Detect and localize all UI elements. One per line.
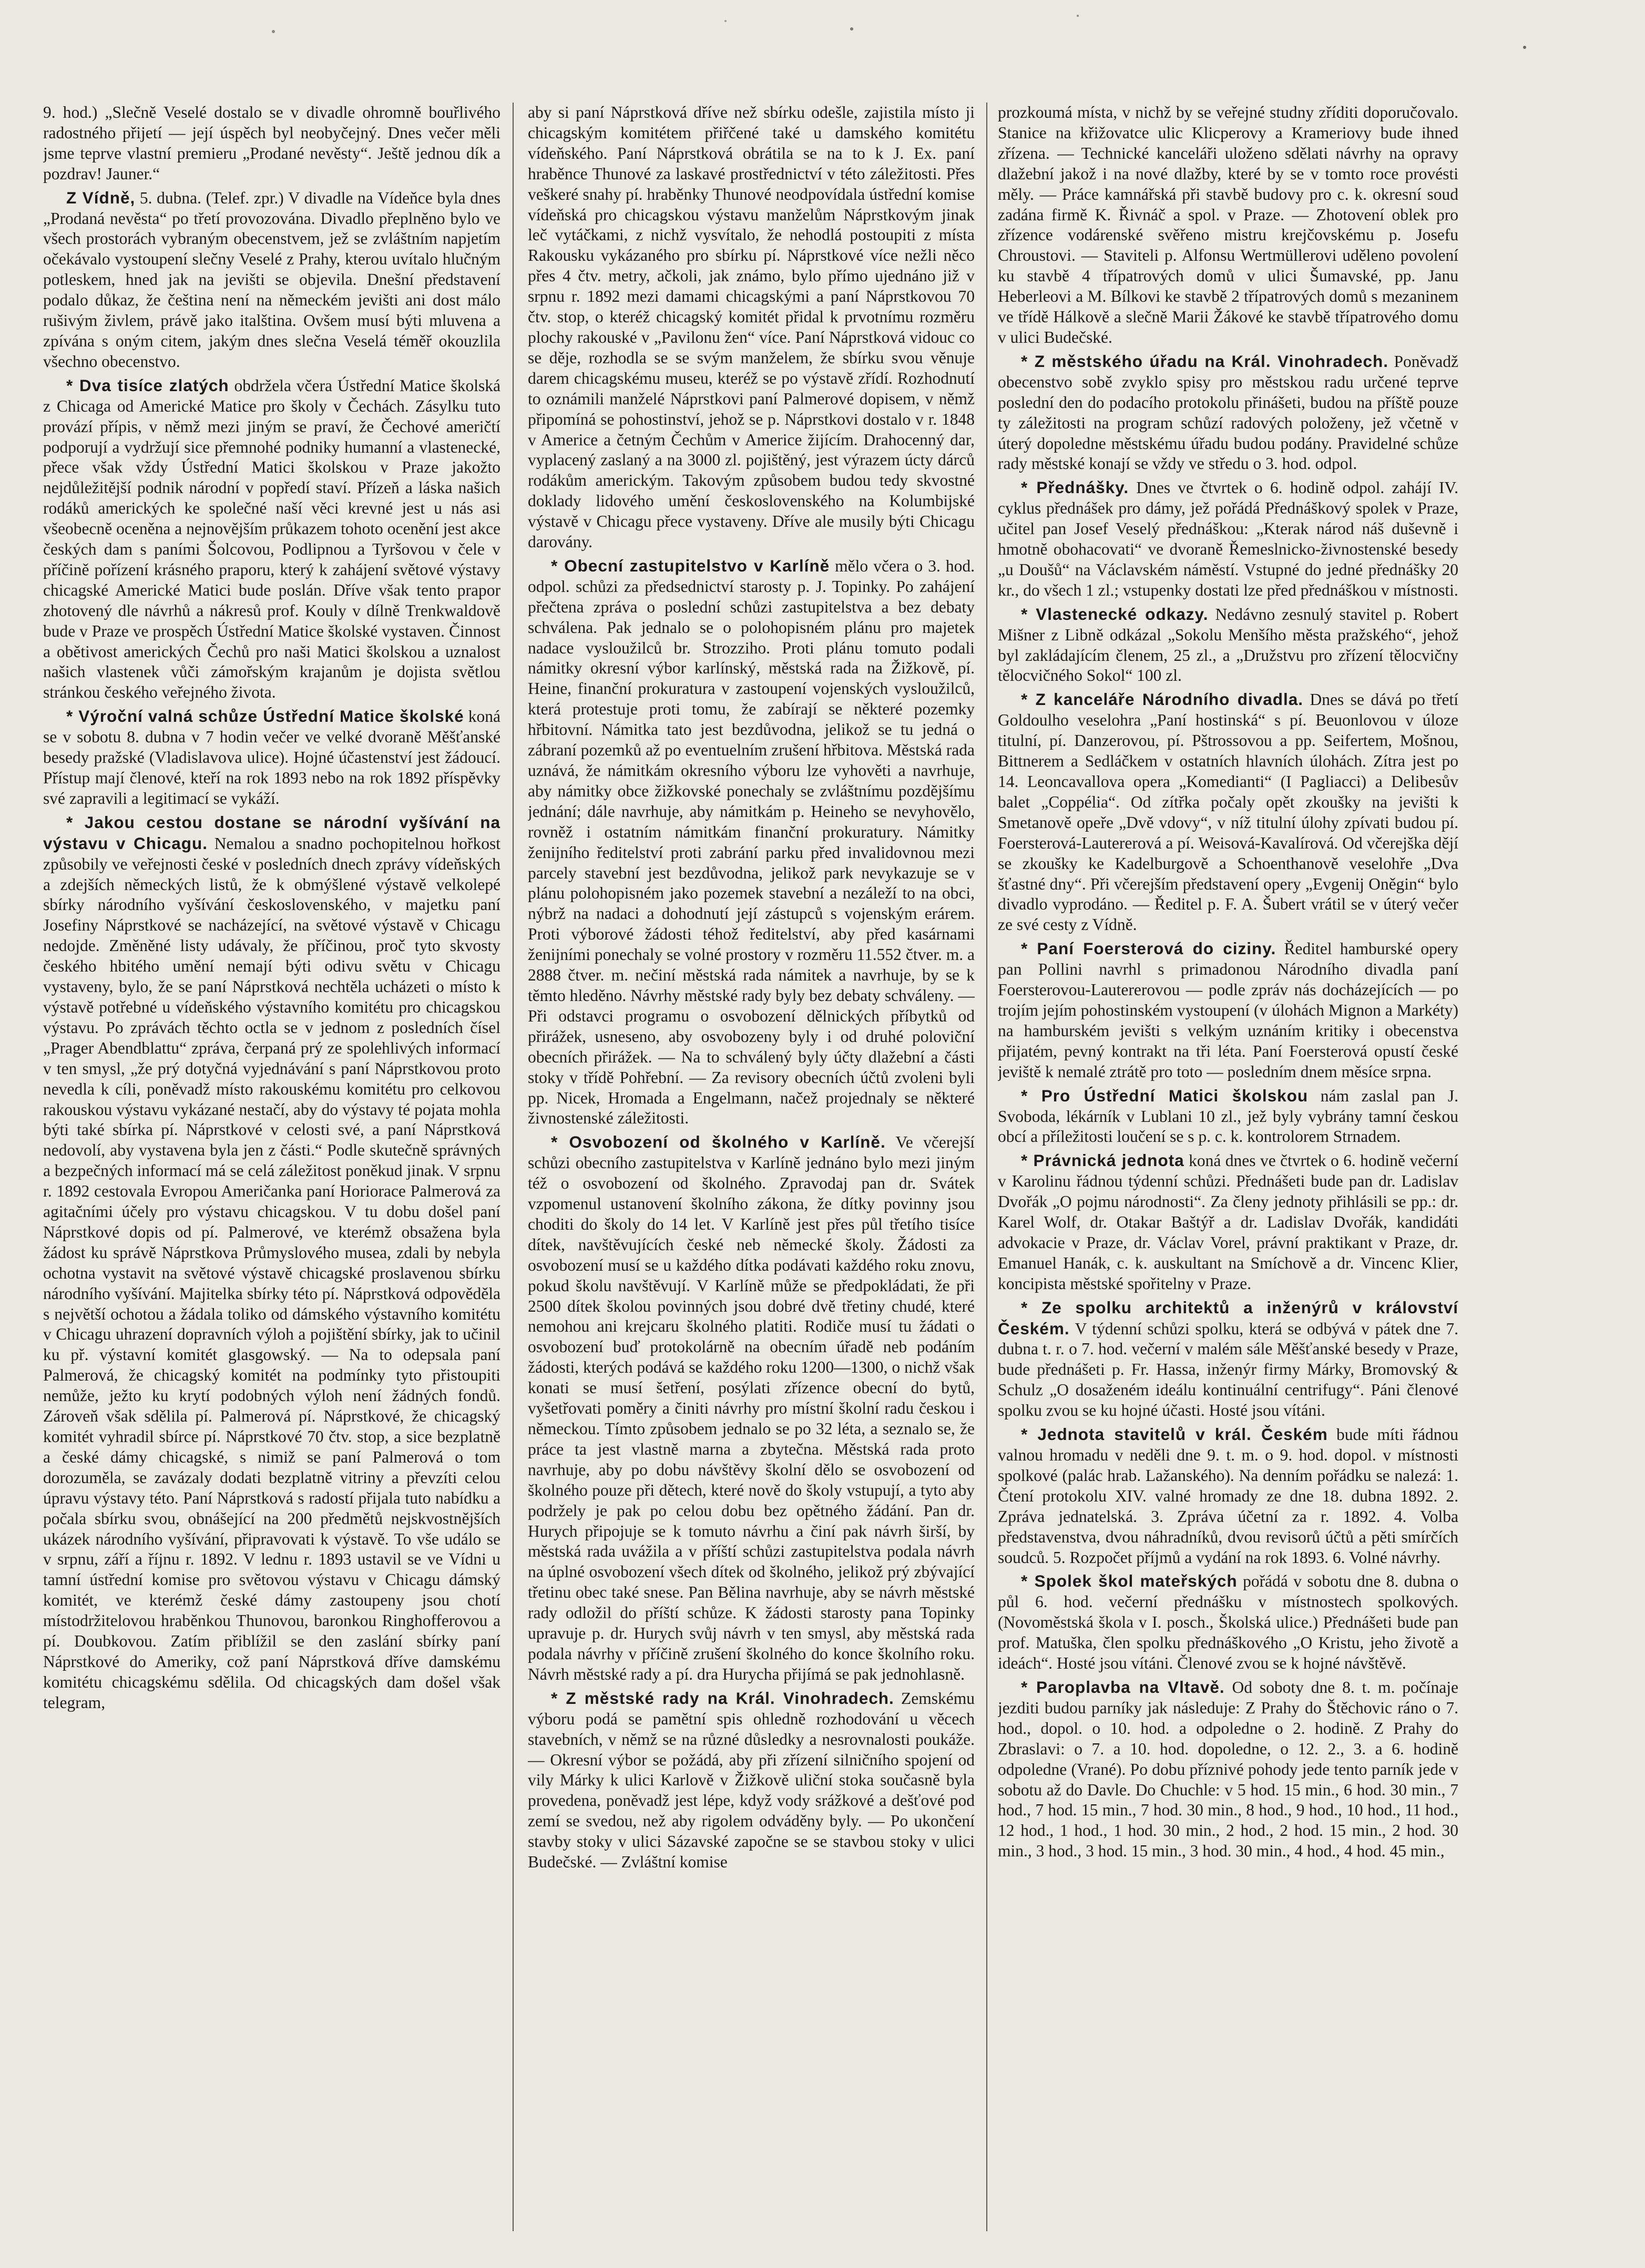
column-left	[43, 103, 500, 2231]
article-paragraph	[998, 1150, 1458, 1294]
article-headline: * Spolek škol mateřských	[1021, 1571, 1238, 1591]
article-text: aby si paní Náprstková dříve než sbírku odešle, zajistila místo ji chicagským komitétem přiřčené také u damského komitétu vídeňského. Paní Náprstková obrátila se na to k J. Ex. paní hraběnce Thunové za laskavé prostřednictví v této záležitosti. Přes veškeré snahy pí. hraběnky Thunové neodpovídala ústřední komise vídeňská pro chicagskou výstavu manželům Náprstkovým jinak leč vytáčkami, z nichž vysvítalo, že nehodlá postoupiti z místa Rakousku vykázaného pro sbírku pí. Náprstkové více nežli něco přes 4 čtv. metry, ačkoli, jak známo, bylo přímo ujednáno již v srpnu r. 1892 mezi damami chicagskými a paní Náprstkovou 70 čtv. stop, o kteréž chicagský komitét přidal k prvotnímu rozměru plochy rakouské v „Pavilonu žen“ více. Paní Náprstková vidouc co se děje, rozhodla se se svým manželem, že sbírku svou věnuje darem chicagskému museu, kteréž se po výstavě zřídí. Rozhodnutí to oznámili manželé Náprstkovi paní Palmerové dopisem, v němž připomíná se pohostinství, jehož se p. Náprstkovi dostalo v r. 1848 v Americe a četným Čechům v Americe žijícím. Drahocenný dar, vyplacený zaslaný a na 3000 zl. pojištěný, jest výrazem úcty dárců rodákům americkým. Takovým způsobem budou tedy skvostné doklady lidového umění československého na Kolumbijské výstavě v Chicagu přece vystaveny. Dříve ale musily býti Chicagu darovány.	[528, 103, 975, 551]
article-text: pořádá v sobotu dne 8. dubna o půl 6. hod. večerní přednášku v místnostech spolkových. (Novoměstská škola v I. posch., Školská ulice.) Přednášeti bude pan prof. Matuška, člen spolku přednáškového „O Kristu, jeho životě a ideách“. Hosté jsou vítáni. Členové zvou se k hojné návštěvě.	[998, 1572, 1458, 1673]
article-text: Od soboty dne 8. t. m. počínaje jezditi budou parníky jak následuje: Z Prahy do Štěchovic ráno o 7. hod., dopol. o 10. hod. a odpoledne o 2. hodině. Z Prahy do Zbraslavi: o 7. a 10. hod. dopoledne, o 12. 2., 3. a 6. hodině odpoledne (Vrané). Po dobu příznivé pohody jede tento parník jede v sobotu až do Davle. Do Chuchle: v 5 hod. 15 min., 6 hod. 30 min., 7 hod., 7 hod. 15 min., 7 hod. 30 min., 8 hod., 9 hod., 10 hod., 11 hod., 12 hod., 1 hod., 1 hod. 30 min., 2 hod., 2 hod. 15 min., 2 hod. 30 min., 3 hod., 3 hod. 15 min., 3 hod. 30 min., 4 hod., 4 hod. 45 min.,	[998, 1678, 1458, 1861]
article-paragraph	[998, 1086, 1458, 1148]
article-headline: * Výroční valná schůze Ústřední Matice školské	[66, 707, 464, 726]
article-paragraph	[528, 103, 975, 553]
paper-texture	[0, 0, 1645, 100]
article-paragraph	[998, 477, 1458, 600]
article-text: Poněvadž obecenstvo sobě zvyklo spisy pro městskou radu určené teprve poslední den do podacího protokolu přinášeti, budou na příště pouze ty záležitosti na program schůzí radových položeny, jež včetně v úterý dopoledne městskému úřadu budou podány. Pravidelné schůze rady městské konají se vždy ve středu o 3. hod. odpol.	[998, 352, 1458, 473]
article-headline: * Pro Ústřední Matici školskou	[1021, 1086, 1309, 1105]
article-paragraph	[998, 604, 1458, 687]
article-paragraph	[998, 103, 1458, 348]
article-headline: * Z městského úřadu na Král. Vinohradech.	[1021, 351, 1388, 371]
article-paragraph	[528, 556, 975, 1129]
column-divider	[513, 103, 514, 2231]
article-text: nám zaslal pan J. Svoboda, lékárník v Lublani 10 zl., jež byly vybrány tamní českou obcí a příležitosti loučení se s p. c. k. kontrolorem Strnadem.	[998, 1086, 1458, 1146]
article-text: Dnes ve čtvrtek o 6. hodině odpol. zahájí IV. cyklus přednášek pro dámy, jež pořádá Přednáškový spolek v Praze, učitel pan Josef Veselý přednáškou: „Kterak národ náš duševně i hmotně obohacovati“ ve dvoraně Řemeslnicko-živnostenské besedy „u Doušů“ na Václavském náměstí. Vstupné do jedné přednášky 20 kr., do všech 1 zl.; vstupenky dostati lze před přednáškou v místnosti.	[998, 478, 1458, 599]
article-headline: * Vlastenecké odkazy.	[1021, 604, 1209, 624]
article-text: Ředitel hamburské opery pan Pollini navrhl s primadonou Národního divadla paní Foersterovou-Lautererovou — podle zpráv nás docházejících — po trojím jejím pohostinském vystoupení (v úlohách Mignon a Markéty) na hamburském jevišti s velkým uznáním kritiky i obecenstva přijatém, pevný kontrakt na tři léta. Paní Foersterová opustí české jeviště k nemalé ztrátě pro toto — posledním dnem měsíce srpna.	[998, 939, 1458, 1081]
column-divider	[986, 103, 987, 2231]
article-headline: * Jakou cestou dostane se národní vyšívání na výstavu v Chicagu.	[43, 812, 500, 853]
article-paragraph	[998, 351, 1458, 474]
article-headline: * Osvobození od školného v Karlíně.	[551, 1132, 886, 1152]
article-text: Ve včerejší schůzi obecního zastupitelstva v Karlíně jednáno bylo mezi jiným též o osvobození od školného. Zpravodaj pan dr. Svátek vzpomenul ustanovení školního zákona, že dítky povinny jsou choditi do školy do 14 let. V Karlíně jest přes půl třetího tisíce dítek, navštěvujících české neb německé školy. Žádosti za osvobození musí se u každého dítka podávati každého roku znovu, pokud školu navštěvují. V Karlíně může se předpokládati, že při 2500 dítek školou povinných jsou dobré dvě třetiny chudé, které nemohou ani krejcaru školného platiti. Rodiče musí tu žádati o osvobození buď protokolárně na obecním úřadě neb podáním žádosti, kterých podává se každého roku 1200—1300, o nichž však konati se musí šetření, posýlati zřízence obecní do bytů, vyšetřovati poměry a činiti návrhy pro místní školní radu českou i německou. Tímto způsobem jednalo se po 32 léta, a seznalo se, že práce ta jest vlastně marna a zbytečna. Městská rada proto navrhuje, aby po dobu návštěvy školní dělo se osvobození od školného pouze při dětech, které nově do školy vstupují, a tyto aby podržely je pak po celou dobu bez opětného žádání. Pan dr. Hurych připojuje se k tomuto návrhu a činí pak návrh širší, by městská rada uvážila a v příští schůzi zastupitelstva podala návrh na úplné osvobození všech dítek od školného, jelikož prý zbývající třetinu obec také snese. Pan Bělina navrhuje, aby se návrh městské rady odložil do příští schůze. K žádosti starosty pana Topinky upravuje p. dr. Hurych svůj návrh v ten smysl, aby městská rada podala návrhy v příčině zrušení školného do konce školního roku. Návrh městské rady a pí. dra Hurycha přijímá se pak jednohlasně.	[528, 1133, 975, 1683]
article-text: Nedávno zesnulý stavitel p. Robert Mišner z Libně odkázal „Sokolu Menšího města pražského“, jehož byl zakládajícím členem, 25 zl., a „Družstvu pro zřízení tělocvičny tělocvičného Sokol“ 100 zl.	[998, 605, 1458, 685]
article-text: Dnes se dává po třetí Goldoulho veselohra „Paní hostinská“ s pí. Beuonlovou v úloze titulní, pí. Danzerovou, pí. Pštrossovou a pp. Seifertem, Mošnou, Bittnerem a Sedláčkem v ostatních hlavních úlohách. Zítra jest po 14. Leoncavallova opera „Komedianti“ (I Pagliacci) a Delibesův balet „Coppélia“. Od zítřka počaly opět zkoušky na jevišti k Smetanově opeře „Dvě vdovy“, v níž titulní úlohy zpívati budou pí. Foersterová-Lautererová a pí. Weisová-Kavalírová. Od včerejška dějí se zkoušky ke Kadelburgově a Schoenthanově veselohře „Dva šťastné dny“. Při včerejším představení opery „Evgenij Oněgin“ bylo divadlo vyprodáno. — Ředitel p. F. A. Šubert vrátil se v úterý večer ze své cesty z Vídně.	[998, 690, 1458, 934]
article-paragraph	[998, 1298, 1458, 1421]
article-headline: * Paroplavba na Vltavě.	[1021, 1677, 1225, 1697]
article-text: koná se v sobotu 8. dubna v 7 hodin večer ve velké dvoraně Měšťanské besedy pražské (Vladislavova ulice). Hojné účastenství jest žádoucí. Přístup mají členové, kteří na rok 1893 nebo na rok 1892 příspěvky své zapravili a legitimací se vykáží.	[43, 707, 500, 808]
article-text: 5. dubna. (Telef. zpr.) V divadle na Vídeňce byla dnes „Prodaná nevěsta“ po třetí provozována. Divadlo přeplněno bylo ve všech prostorách vybraným obecenstvem, jež se zvláštním napjetím očekávalo vystoupení slečny Veselé z Prahy, kterou uvítalo hlučným potleskem, hned jak na jevišti se objevila. Dnešní představení podalo důkaz, že čeština není na německém jevišti ani dost málo rušivým živlem, právě jako italština. Ovšem musí býti mluvena a zpívána s oným citem, jakým dnes slečna Veselá téměř okouzlila všechno obecenstvo.	[43, 188, 500, 371]
article-text: mělo včera o 3. hod. odpol. schůzi za předsednictví starosty p. J. Topinky. Po zahájení přečtena zpráva o poslední schůzi zastupitelstva a bez debaty schválena. Pak jednalo se o polohopisném plánu pro majetek nadace vysloužilců br. Strozziho. Proti plánu tomuto podali námitky okresní výbor karlínský, městská rada na Žižkově, pí. Heine, finanční prokuratura v zastoupení vojenských vysloužilců, která protestuje proti tomu, že zabírají se některé pozemky hřbitovní. Námitka tato jest bezdůvodna, jelikož se tu jedná o zábraní pozemků až po eventuelním zrušení hřbitova. Městská rada uznává, že námitkám okresního výboru lze vyhověti a navrhuje, aby námitky obce žižkovské ponechaly se zvláštnímu pozdějšímu jednání; dále navrhuje, aby námitkám p. Heineho se nevyhovělo, rovněž i ostatním námitkám finanční prokuratury. Námitky ženijního ředitelství proti zabrání parku před invalidovnou mezi parcely stavební jest bezdůvodna, jelikož park nevykazuje se v plánu polohopisném jako pozemek stavební a nezáleží to na obci, nýbrž na nadaci a dohodnutí její zástupců s vojenským erárem. Proti výborové žádosti téhož ředitelství, aby před kasárnami ženijními ponechaly se volné prostory v rozměru 11.552 čtver. m. a 2888 čtver. m. nečiní městská rada námitek a navrhuje, by se k těmto hleděno. Návrhy městské rady byly bez debaty schváleny. — Při odstavci programu o osvobození dělnických příbytků od přirážek, usneseno, aby osvobozeny byly i od druhé poloviční obecních přirážek. — Na to schválený byly účty dlažební a části stoky v třídě Pohřební. — Za revisory obecních účtů zvoleni byli pp. Nicek, Hromada a Engelmann, načež projednaly se některé živnostenské záležitosti.	[528, 556, 975, 1128]
article-headline: * Přednášky.	[1021, 478, 1129, 497]
article-paragraph	[998, 1424, 1458, 1568]
article-paragraph	[43, 188, 500, 372]
article-text: Nemalou a snadno pochopitelnou hořkost způsobily ve veřejnosti české v posledních dnech zprávy vídeňských a zdejších německých listů, že k obmýšlené výstavě velkolepé sbírky národního vyšívání československého, v majetku paní Josefiny Náprstkové se nacházející, na světové výstavě v Chicagu nedojde. Změněné listy udávaly, že příčinou, proč tyto skvosty českého hbitého umění nemají býti odivu světu v Chicagu vystaveny, bylo, že se paní Náprstková nechtěla ucházeti o místo k výstavě potřebné u vídeňského výstavního komitétu pro chicagskou výstavu. Po zprávách těchto octla se v jednom z posledních čísel „Prager Abendblattu“ zpráva, čerpaná prý ze spolehlivých informací v ten smysl, „že prý dotyčná vyjednávání s paní Náprstkovou proto nevedla k cíli, poněvadž místo rakouskému komitétu pro celkovou rakouskou výstavu vykázané nestačí, aby do výstavy té pojata mohla býti také sbírka pí. Náprstkové v celosti své, a paní Náprstková nedovolí, aby vystavena byla jen z části.“ Podle skutečně správných a bezpečných informací má se celá záležitost poněkud jinak. V srpnu r. 1892 cestovala Evropou Američanka paní Horiorace Palmerová za agitačními účely pro výstavu chicagskou. V tu dobu došel paní Náprstkové dopis od pí. Palmerové, ve kterémž obsažena byla žádost ku správě Náprstkova Průmyslového musea, zdali by nebyla ochotna vystavit na světové výstavě chicagské proslavenou sbírku národního vyšívání. Majitelka sbírky této pí. Náprstková odpověděla s největší ochotou a žádala toliko od dámského výstavního komitétu v Chicagu uhrazení dopravních výloh a pojištění sbírky, jak to učinil ku př. výstavní komitét glasgowský. — Na to odepsala paní Palmerová, že chicagský komitét na podmínky tyto přistoupiti nemůže, ježto ku krytí podobných výloh není žádných fondů. Zároveň však sdělila pí. Palmerová pí. Náprstkové, že chicagský komitét vyhradil sbírce pí. Náprstkové 70 čtv. stop, a sice bezplatně a české dámy chicagské, s nimiž se paní Palmerová o tom dorozuměla, se zavázaly dodati bezplatně vitriny a převzíti celou úpravu výstavy této. Paní Náprstková s radostí přijala tuto nabídku a počala sbírku svou, obnášející na 200 předmětů nejskvostnějších ukázek národního vyšívání, připravovati k výstavě. To vše událo se v srpnu, září a říjnu r. 1892. V lednu r. 1893 ustavil se ve Vídni u tamní ústřední komise pro světovou výstavu v Chicagu dámský komitét, ve kterémž české dámy zastoupeny jsou chotí místodržitelovou hraběnkou Thunovou, baronkou Ringhofferovou a pí. Doubkovou. Zatím přiblížil se den zaslání sbírky paní Náprstkové do Ameriky, což paní Náprstková dříve damskému komitétu chicagskému sdělila. Od chicagských dam došel však telegram,	[43, 834, 500, 1712]
article-paragraph	[43, 375, 500, 703]
article-paragraph	[998, 1571, 1458, 1674]
article-paragraph	[43, 706, 500, 809]
article-headline: * Ze spolku architektů a inženýrů v království Českém.	[998, 1298, 1458, 1338]
article-text: bude míti řádnou valnou hromadu v neděli dne 9. t. m. o 9. hod. dopol. v místnosti spolkové (palác hrab. Lažanského). Na denním pořádku se nalezá: 1. Čtení protokolu XIV. valné hromady ze dne 18. dubna 1892. 2. Zpráva jednatelská. 3. Zpráva účetní za r. 1892. 4. Volba představenstva, dvou náhradníků, dvou revisorů účtů a pěti smírčích soudců. 5. Rozpočet příjmů a vydání na rok 1893. 6. Volné návrhy.	[998, 1425, 1458, 1567]
article-paragraph	[528, 1132, 975, 1684]
article-paragraph	[998, 689, 1458, 935]
article-headline: * Obecní zastupitelstvo v Karlíně	[551, 556, 830, 575]
article-paragraph	[528, 1688, 975, 1873]
article-text: koná dnes ve čtvrtek o 6. hodině večerní v Karolinu řádnou týdenní schůzi. Přednášeti bude pan dr. Ladislav Dvořák „O pojmu národnosti“. Za členy jednoty přihlásili se pp.: dr. Karel Wolf, dr. Otakar Baštýř a dr. Ladislav Dvořák, kandidáti advokacie v Praze, dr. Václav Vorel, právní praktikant v Praze, dr. Emanuel Hanák, c. k. auskultant na Smíchově a dr. Vincenc Klier, koncipista městské spořitelny v Praze.	[998, 1151, 1458, 1293]
column-middle	[528, 103, 975, 2231]
column-right	[998, 103, 1458, 2231]
article-headline: * Dva tisíce zlatých	[66, 375, 229, 395]
article-headline: * Právnická jednota	[1021, 1151, 1184, 1170]
article-paragraph	[998, 1677, 1458, 1862]
article-headline: * Z kanceláře Národního divadla.	[1021, 690, 1304, 709]
article-paragraph	[43, 812, 500, 1713]
article-headline: * Paní Foersterová do ciziny.	[1021, 939, 1276, 958]
article-paragraph	[43, 103, 500, 185]
article-text: V týdenní schůzi spolku, která se odbývá v pátek dne 7. dubna t. r. o 7. hod. večerní v malém sále Měšťanské besedy v Praze, bude přednášeti p. Fr. Hassa, inženýr firmy Márky, Bromovský & Schulz „O dosaženém ideálu kontinuální centrifugy“. Páni členové spolku zvou se ku hojné účasti. Hosté jsou vítáni.	[998, 1319, 1458, 1420]
article-headline: * Z městské rady na Král. Vinohradech.	[551, 1688, 894, 1708]
article-headline: * Jednota stavitelů v král. Českém	[1021, 1425, 1328, 1444]
article-headline: Z Vídně,	[66, 188, 136, 207]
article-text: prozkoumá místa, v nichž by se veřejné studny zříditi doporučovalo. Stanice na křižovatce ulic Klicperovy a Krameriovy bude ihned zřízena. — Technické kanceláři uloženo sdělati návrhy na opravy dlažební jakož i na nové dlažby, které by se v tomto roce provésti měly. — Práce kamnářská při stavbě budovy pro c. k. okresní soud zadána firmě K. Řivnáč a spol. v Praze. — Zhotovení oblek pro zřízence vodárenské svěřeno mistru krejčovskému p. Josefu Chroustovi. — Staviteli p. Alfonsu Wertmüllerovi uděleno povolení ku stavbě 4 třípatrových domů v ulici Šumavské, pp. Janu Heberleovi a M. Bílkovi ke stavbě 2 třípatrových domů s mezaninem ve třídě Hálkově a slečně Marii Žákové ke stavbě třípatrového domu v ulici Budečské.	[998, 103, 1458, 346]
article-text: Zemskému výboru podá se pamětní spis ohledně rozhodování u věcech stavebních, v němž se na různé důsledky a nesrovnalosti poukáže. — Okresní výbor se požádá, aby při zřízení silničního spojení od vily Márky k ulici Karlově v Žižkově uliční stoka současně byla provedena, poněvadž jest lépe, když vody srážkové a dešťové pod zemí se svedou, než aby rigolem odváděny byly. — Po ukončení stavby stoky v ulici Sázavské započne se se stavbou stoky v ulici Budečské. — Zvláštní komise	[528, 1689, 975, 1872]
article-text: 9. hod.) „Slečně Veselé dostalo se v divadle ohromně bouřlivého radostného přijetí — její úspěch byl neobyčejný. Dnes večer měli jsme teprve vlastní premieru „Prodané nevěsty“. Ještě jednou dík a pozdrav! Jauner.“	[43, 103, 500, 183]
article-text: obdržela včera Ústřední Matice školská z Chicaga od Americké Matice pro školy v Čechách. Zásylku tuto provází přípis, v němž mezi jiným se praví, že Čechové američtí podporují a vydržují sice přemnohé podniky humanní a vlastenecké, přece však vždy Ústřední Matici školskou v Praze jakožto nejdůležitější podnik národní v popředí staví. Přízeň a láska našich rodáků amerických ke společné naší věci krevné jest u nás asi všeobecně oceněna a nejnovějším průkazem tohoto ocenění jest akce českých dam s paními Šolcovou, Podlipnou a Tyršovou v čele v příčině pořízení krásného praporu, který k zahájení světové výstavy chicagské Americké Matici bude poslán. Dříve však tento prapor zhotovený dle návrhů a nákresů prof. Kouly v dílně Trenkwaldově bude v Praze ve prospěch Ústřední Matice školské vystaven. Činnost a obětivost amerických Čechů pro naši Matici školskou a uznalost našich vlastenek vůči zámořským krajanům je dojista světlou stránkou českého veřejného života.	[43, 376, 500, 702]
article-paragraph	[998, 938, 1458, 1082]
